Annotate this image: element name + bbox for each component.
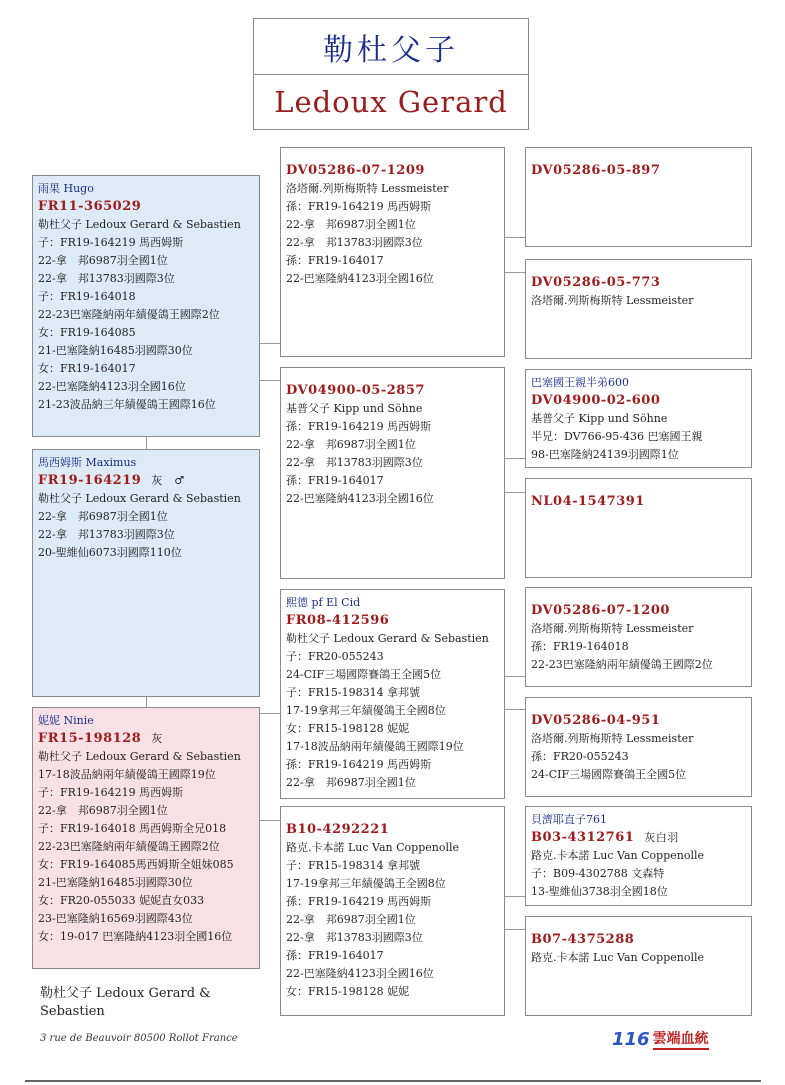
connector-line bbox=[260, 713, 280, 714]
grandparent-ring-number: FR08-412596 bbox=[286, 613, 390, 628]
granddam-maternal-card[interactable] bbox=[280, 806, 505, 1016]
owner-address: 3 rue de Beauvoir 80500 Rollot France bbox=[40, 1033, 238, 1044]
sire-line: 22-23巴塞隆納兩年績優鴿王國際2位 bbox=[38, 308, 220, 321]
grandparent-line: 基普父子 Kipp und Söhne bbox=[286, 402, 423, 415]
grandparent-line: 22-巴塞隆納4123羽全國16位 bbox=[286, 272, 434, 285]
connector-line bbox=[505, 237, 525, 238]
dam-line: 22-23巴塞隆納兩年績優鴿王國際2位 bbox=[38, 840, 220, 853]
loft-name-english: Ledoux Gerard bbox=[274, 85, 508, 119]
sire-line: 女：FR19-164085 bbox=[38, 326, 136, 339]
logo-text: 雲端血統 bbox=[653, 1028, 709, 1050]
grandparent-line: 22-巴塞隆納4123羽全國16位 bbox=[286, 492, 434, 505]
subject-line: 22-拿 邦13783羽國際3位 bbox=[38, 528, 175, 541]
great-grandparent-ring-text: B03-4312761 bbox=[531, 830, 635, 845]
footer-divider bbox=[25, 1080, 761, 1082]
dam-line: 女：FR19-164085馬西姆斯全姐妹085 bbox=[38, 858, 234, 871]
grandsire-maternal-card[interactable] bbox=[280, 589, 505, 799]
great-grandparent-line: 24-CIF三場國際賽鴿王全國5位 bbox=[531, 768, 687, 781]
dam-line: 子：FR19-164219 馬西姆斯 bbox=[38, 786, 184, 799]
grandparent-line: 孫：FR19-164219 馬西姆斯 bbox=[286, 200, 432, 213]
great-grandparent-name: 巴塞國王親半弟600 bbox=[531, 376, 629, 389]
grandparent-line: 24-CIF三場國際賽鴿王全國5位 bbox=[286, 668, 442, 681]
dam-line: 子：FR19-164018 馬西姆斯全兄018 bbox=[38, 822, 227, 835]
great-grandparent-card[interactable] bbox=[525, 259, 752, 359]
grandparent-name: 熙德 pf El Cid bbox=[286, 596, 361, 609]
great-grandparent-ring-number bbox=[531, 829, 746, 847]
grandparent-line: 孫：FR19-164219 馬西姆斯 bbox=[286, 758, 432, 771]
loft-name-chinese: 勒杜父子 bbox=[254, 19, 528, 75]
connector-line bbox=[505, 458, 525, 459]
grandparent-line: 女：FR15-198128 妮妮 bbox=[286, 722, 410, 735]
great-grandparent-color: 灰白羽 bbox=[644, 831, 679, 844]
grandparent-line: 22-拿 邦13783羽國際3位 bbox=[286, 456, 423, 469]
grandparent-line: 22-拿 邦13783羽國際3位 bbox=[286, 236, 423, 249]
great-grandparent-line: 洛塔爾.列斯梅斯特 Lessmeister bbox=[531, 732, 694, 745]
great-grandparent-card[interactable] bbox=[525, 369, 752, 468]
grandparent-line: 22-拿 邦13783羽國際3位 bbox=[286, 931, 423, 944]
grandparent-line: 子：FR15-198314 拿邦號 bbox=[286, 686, 421, 699]
dam-color: 灰 bbox=[151, 732, 163, 745]
great-grandparent-line: 半兄：DV766-95-436 巴塞國王親 bbox=[531, 430, 703, 443]
great-grandparent-ring-number: B07-4375288 bbox=[531, 932, 635, 947]
grandparent-line: 22-拿 邦6987羽全國1位 bbox=[286, 218, 416, 231]
site-logo[interactable] bbox=[612, 1028, 709, 1050]
grandparent-ring-number: DV04900-05-2857 bbox=[286, 383, 425, 398]
great-grandparent-line: 孫：FR20-055243 bbox=[531, 750, 629, 763]
connector-line bbox=[146, 437, 147, 449]
sire-line: 21-23波品納三年績優鴿王國際16位 bbox=[38, 398, 216, 411]
great-grandparent-ring-number: DV04900-02-600 bbox=[531, 393, 661, 408]
great-grandparent-card[interactable] bbox=[525, 697, 752, 797]
subject-color-sex: 灰 ♂ bbox=[151, 474, 185, 487]
great-grandparent-line: 基普父子 Kipp und Söhne bbox=[531, 412, 668, 425]
dam-line: 勒杜父子 Ledoux Gerard & Sebastien bbox=[38, 750, 241, 763]
sire-name: 雨果 Hugo bbox=[38, 182, 94, 195]
sire-line: 女：FR19-164017 bbox=[38, 362, 136, 375]
connector-line bbox=[505, 492, 525, 493]
subject-name: 馬西姆斯 Maximus bbox=[38, 456, 137, 469]
grandparent-line: 孫：FR19-164017 bbox=[286, 474, 384, 487]
grandparent-line: 洛塔爾.列斯梅斯特 Lessmeister bbox=[286, 182, 449, 195]
connector-line bbox=[505, 272, 525, 273]
grandparent-line: 勒杜父子 Ledoux Gerard & Sebastien bbox=[286, 632, 489, 645]
grandsire-paternal-card[interactable] bbox=[280, 147, 505, 357]
great-grandparent-card[interactable] bbox=[525, 478, 752, 578]
subject-line: 22-拿 邦6987羽全國1位 bbox=[38, 510, 168, 523]
great-grandparent-card[interactable] bbox=[525, 147, 752, 247]
subject-line: 勒杜父子 Ledoux Gerard & Sebastien bbox=[38, 492, 241, 505]
grandparent-line: 17-19拿邦三年績優鴿王全國8位 bbox=[286, 877, 446, 890]
sire-line: 勒杜父子 Ledoux Gerard & Sebastien bbox=[38, 218, 241, 231]
great-grandparent-ring-number: DV05286-07-1200 bbox=[531, 603, 670, 618]
great-grandparent-name: 貝濟耶直子761 bbox=[531, 813, 607, 826]
grandparent-ring-number: B10-4292221 bbox=[286, 822, 390, 837]
sire-ring-number: FR11-365029 bbox=[38, 199, 142, 214]
connector-line bbox=[260, 820, 280, 821]
grandparent-line: 子：FR20-055243 bbox=[286, 650, 384, 663]
grandparent-line: 17-19拿邦三年績優鴿王全國8位 bbox=[286, 704, 446, 717]
grandparent-line: 子：FR15-198314 拿邦號 bbox=[286, 859, 421, 872]
great-grandparent-line: 13-聖維仙3738羽全國18位 bbox=[531, 885, 668, 898]
grandparent-line: 女：FR15-198128 妮妮 bbox=[286, 985, 410, 998]
granddam-paternal-card[interactable] bbox=[280, 367, 505, 579]
great-grandparent-line: 洛塔爾.列斯梅斯特 Lessmeister bbox=[531, 294, 694, 307]
sire-line: 21-巴塞隆納16485羽國際30位 bbox=[38, 344, 193, 357]
connector-line bbox=[505, 929, 525, 930]
sire-line: 子：FR19-164219 馬西姆斯 bbox=[38, 236, 184, 249]
grandparent-line: 孫：FR19-164017 bbox=[286, 254, 384, 267]
subject-ring-number bbox=[38, 472, 254, 490]
grandparent-line: 孫：FR19-164017 bbox=[286, 949, 384, 962]
dam-line: 女：FR20-055033 妮妮直女033 bbox=[38, 894, 205, 907]
connector-line bbox=[505, 896, 525, 897]
dam-name: 妮妮 Ninie bbox=[38, 714, 94, 727]
sire-line: 子：FR19-164018 bbox=[38, 290, 136, 303]
dam-line: 21-巴塞隆納16485羽國際30位 bbox=[38, 876, 193, 889]
dam-line: 23-巴塞隆納16569羽國際43位 bbox=[38, 912, 193, 925]
connector-line bbox=[260, 343, 280, 344]
pedigree-title-box bbox=[253, 18, 529, 130]
grandparent-line: 22-巴塞隆納4123羽全國16位 bbox=[286, 967, 434, 980]
great-grandparent-ring-number: NL04-1547391 bbox=[531, 494, 645, 509]
sire-line: 22-拿 邦6987羽全國1位 bbox=[38, 254, 168, 267]
great-grandparent-line: 洛塔爾.列斯梅斯特 Lessmeister bbox=[531, 622, 694, 635]
great-grandparent-line: 22-23巴塞隆納兩年績優鴿王國際2位 bbox=[531, 658, 713, 671]
great-grandparent-line: 孫：FR19-164018 bbox=[531, 640, 629, 653]
grandparent-line: 22-拿 邦6987羽全國1位 bbox=[286, 776, 416, 789]
sire-card[interactable] bbox=[32, 175, 260, 437]
great-grandparent-card[interactable] bbox=[525, 806, 752, 906]
logo-number: 116 bbox=[612, 1028, 650, 1050]
grandparent-line: 孫：FR19-164219 馬西姆斯 bbox=[286, 420, 432, 433]
grandparent-line: 17-18波品納兩年績優鴿王國際19位 bbox=[286, 740, 464, 753]
connector-line bbox=[146, 697, 147, 707]
grandparent-line: 孫：FR19-164219 馬西姆斯 bbox=[286, 895, 432, 908]
great-grandparent-card[interactable] bbox=[525, 916, 752, 1016]
great-grandparent-card[interactable] bbox=[525, 587, 752, 687]
great-grandparent-ring-number: DV05286-05-773 bbox=[531, 275, 661, 290]
grandparent-line: 22-拿 邦6987羽全國1位 bbox=[286, 438, 416, 451]
dam-line: 22-拿 邦6987羽全國1位 bbox=[38, 804, 168, 817]
connector-line bbox=[505, 709, 525, 710]
great-grandparent-ring-number: DV05286-05-897 bbox=[531, 163, 661, 178]
dam-ring-number bbox=[38, 730, 254, 748]
great-grandparent-line: 子：B09-4302788 文森特 bbox=[531, 867, 665, 880]
connector-line bbox=[260, 380, 280, 381]
great-grandparent-line: 路克.卡本諾 Luc Van Coppenolle bbox=[531, 849, 704, 862]
owner-name: 勒杜父子 Ledoux Gerard & Sebastien bbox=[40, 986, 211, 1019]
dam-line: 17-18波品納兩年績優鴿王國際19位 bbox=[38, 768, 216, 781]
grandparent-line: 22-拿 邦6987羽全國1位 bbox=[286, 913, 416, 926]
grandparent-ring-number: DV05286-07-1209 bbox=[286, 163, 425, 178]
great-grandparent-ring-number: DV05286-04-951 bbox=[531, 713, 661, 728]
connector-line bbox=[505, 676, 525, 677]
dam-card[interactable] bbox=[32, 707, 260, 969]
subject-card[interactable] bbox=[32, 449, 260, 697]
subject-line: 20-聖維仙6073羽國際110位 bbox=[38, 546, 182, 559]
great-grandparent-line: 98-巴塞隆納24139羽國際1位 bbox=[531, 448, 679, 461]
dam-ring-text: FR15-198128 bbox=[38, 731, 142, 746]
great-grandparent-line: 路克.卡本諾 Luc Van Coppenolle bbox=[531, 951, 704, 964]
sire-line: 22-巴塞隆納4123羽全國16位 bbox=[38, 380, 186, 393]
grandparent-line: 路克.卡本諾 Luc Van Coppenolle bbox=[286, 841, 459, 854]
sire-line: 22-拿 邦13783羽國際3位 bbox=[38, 272, 175, 285]
dam-line: 女：19-017 巴塞隆納4123羽全國16位 bbox=[38, 930, 233, 943]
subject-ring-text: FR19-164219 bbox=[38, 473, 142, 488]
